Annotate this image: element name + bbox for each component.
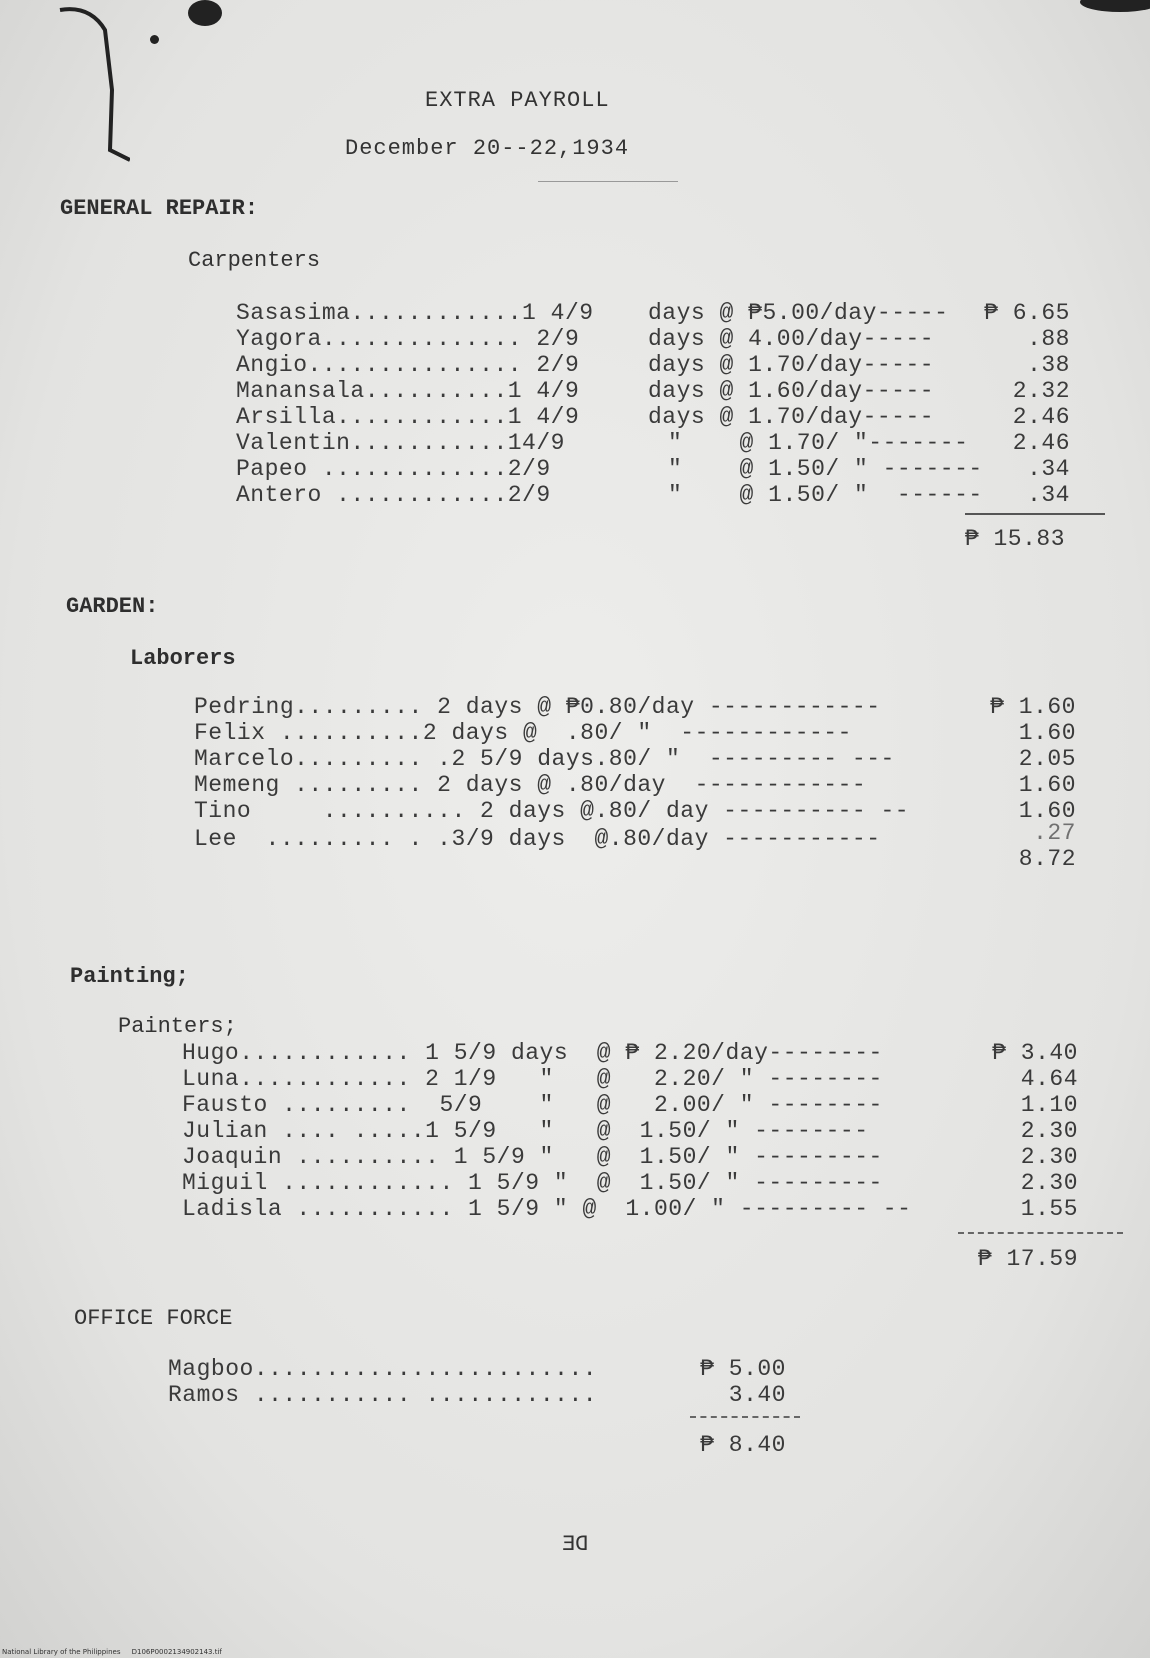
row-days: 1 4/9 xyxy=(507,378,580,404)
row-amount: ₱ 6.65 xyxy=(984,300,1070,326)
table-row xyxy=(236,456,551,482)
row-days: 14/9 xyxy=(507,430,565,456)
row-at: @ xyxy=(739,456,754,482)
table-row xyxy=(236,482,551,508)
row-dash: ----- xyxy=(862,352,935,378)
row-dash: ------- xyxy=(868,430,969,456)
table-row: Lee ......... . .3/9 days @.80/day ----------- xyxy=(194,826,881,852)
row-amount: ₱ 1.60 xyxy=(990,694,1076,720)
row-rate: 1.50/ " xyxy=(768,456,869,482)
bracket-mark xyxy=(50,0,130,170)
office-total-rule xyxy=(690,1416,800,1418)
table-row: Tino .......... 2 days @.80/ day ---------- -- xyxy=(194,798,910,824)
carpenters-total: ₱ 15.83 xyxy=(964,526,1065,552)
office-force-heading: OFFICE FORCE xyxy=(74,1306,233,1331)
table-row: Fausto ......... 5/9 " @ 2.00/ " -------- xyxy=(182,1092,883,1118)
row-amount: 2.30 xyxy=(1020,1170,1078,1196)
row-rate: 1.70/day xyxy=(748,352,863,378)
row-amount: .34 xyxy=(1027,456,1070,482)
row-rate: 1.70/ " xyxy=(768,430,869,456)
date-underline xyxy=(538,181,678,182)
document-title: EXTRA PAYROLL xyxy=(425,88,610,113)
row-amount: 3.40 xyxy=(728,1382,786,1408)
row-unit: " xyxy=(668,430,683,456)
row-amount: .27 xyxy=(1033,820,1076,846)
hole-punch-mark xyxy=(188,0,222,26)
row-amount: 2.46 xyxy=(1012,430,1070,456)
table-row xyxy=(236,300,594,326)
painters-total: ₱ 17.59 xyxy=(977,1246,1078,1272)
row-rate: 1.50/ " xyxy=(768,482,869,508)
row-rate: ₱5.00/day xyxy=(748,300,877,326)
table-row xyxy=(236,404,579,430)
row-dash: ----- xyxy=(862,378,935,404)
painting-heading: Painting; xyxy=(70,964,189,989)
row-days: 2/9 xyxy=(522,326,580,352)
table-row: Miguil ............ 1 5/9 " @ 1.50/ " --------- xyxy=(182,1170,883,1196)
table-row xyxy=(236,326,579,352)
table-row-rate xyxy=(648,300,948,326)
table-row-rate xyxy=(648,352,934,378)
row-amount: 2.46 xyxy=(1012,404,1070,430)
painters-subheading: Painters; xyxy=(118,1014,237,1039)
row-days: 2/9 xyxy=(507,482,551,508)
row-amount: 2.05 xyxy=(1018,746,1076,772)
row-days: 2/9 xyxy=(522,352,580,378)
row-at: @ xyxy=(719,300,734,326)
table-row: Hugo............ 1 5/9 days @ ₱ 2.20/day-------- xyxy=(182,1040,883,1066)
row-amount: 4.64 xyxy=(1020,1066,1078,1092)
row-dash: ----- xyxy=(862,326,935,352)
row-name: Manansala.......... xyxy=(236,378,508,404)
row-unit: days xyxy=(648,300,706,326)
table-row: Ramos ........... ............ xyxy=(168,1382,598,1408)
carpenters-total-rule xyxy=(965,513,1105,515)
table-row: Marcelo......... .2 5/9 days.80/ " --------- --- xyxy=(194,746,895,772)
row-unit: " xyxy=(668,482,683,508)
office-total: ₱ 8.40 xyxy=(700,1432,786,1458)
painters-total-rule xyxy=(958,1232,1123,1234)
row-days: 1 4/9 xyxy=(522,300,594,326)
table-row: Julian .... .....1 5/9 " @ 1.50/ " -------- xyxy=(182,1118,869,1144)
row-amount: 2.30 xyxy=(1020,1118,1078,1144)
laborers-subheading: Laborers xyxy=(130,646,236,671)
row-name: Papeo ............. xyxy=(236,456,508,482)
row-at: @ xyxy=(719,326,734,352)
row-at: @ xyxy=(739,482,754,508)
row-name: Yagora.............. xyxy=(236,326,523,352)
row-rate: 4.00/day xyxy=(748,326,863,352)
table-row: Memeng ......... 2 days @ .80/day ------------ xyxy=(194,772,867,798)
row-unit: days xyxy=(648,326,706,352)
row-amount: .38 xyxy=(1027,352,1070,378)
table-row-rate xyxy=(648,378,934,404)
table-row-rate xyxy=(648,326,934,352)
row-unit: days xyxy=(648,352,706,378)
row-name: Antero ............ xyxy=(236,482,508,508)
row-amount: 1.60 xyxy=(1018,798,1076,824)
row-at: @ xyxy=(719,378,734,404)
row-days: 1 4/9 xyxy=(507,404,580,430)
row-amount: .34 xyxy=(1027,482,1070,508)
carpenters-subheading: Carpenters xyxy=(188,248,321,273)
row-at: @ xyxy=(739,430,754,456)
table-row: Pedring......... 2 days @ ₱0.80/day ------------ xyxy=(194,694,881,720)
table-row xyxy=(236,352,579,378)
row-amount: ₱ 3.40 xyxy=(992,1040,1078,1066)
row-amount: 2.30 xyxy=(1020,1144,1078,1170)
row-name: Sasasima............ xyxy=(236,300,523,326)
archive-footer: National Library of the Philippines D106P0002134902143.tif xyxy=(2,1648,222,1656)
table-row: Joaquin .......... 1 5/9 " @ 1.50/ " --------- xyxy=(182,1144,883,1170)
table-row-rate xyxy=(668,456,983,482)
row-name: Arsilla............ xyxy=(236,404,508,430)
row-amount: 1.10 xyxy=(1020,1092,1078,1118)
row-amount: .88 xyxy=(1027,326,1070,352)
row-unit: days xyxy=(648,404,706,430)
corner-mark xyxy=(1080,0,1150,12)
table-row: Felix ..........2 days @ .80/ " ------------ xyxy=(194,720,852,746)
row-days: 2/9 xyxy=(507,456,551,482)
table-row-rate xyxy=(668,482,983,508)
row-amount: 1.60 xyxy=(1018,720,1076,746)
table-row xyxy=(236,430,565,456)
row-dash: ------- xyxy=(882,456,983,482)
garden-heading: GARDEN: xyxy=(66,594,159,619)
table-row-rate xyxy=(668,430,968,456)
row-amount: ₱ 5.00 xyxy=(700,1356,786,1382)
hole-punch-mark-2 xyxy=(150,35,159,44)
laborers-total: 8.72 xyxy=(1018,846,1076,872)
row-amount: 1.55 xyxy=(1020,1196,1078,1222)
row-rate: 1.70/day xyxy=(748,404,863,430)
row-name: Valentin........... xyxy=(236,430,508,456)
general-repair-heading: GENERAL REPAIR: xyxy=(60,196,259,221)
row-at: @ xyxy=(719,404,734,430)
row-unit: " xyxy=(668,456,683,482)
row-dash: ------ xyxy=(896,482,983,508)
table-row-rate xyxy=(648,404,934,430)
initials: DE xyxy=(562,1532,589,1557)
row-unit: days xyxy=(648,378,706,404)
table-row xyxy=(236,378,579,404)
row-name: Angio............... xyxy=(236,352,523,378)
row-dash: ----- xyxy=(862,404,935,430)
table-row: Magboo........................ xyxy=(168,1356,598,1382)
row-amount: 2.32 xyxy=(1012,378,1070,404)
row-dash: ----- xyxy=(876,300,949,326)
row-rate: 1.60/day xyxy=(748,378,863,404)
document-date: December 20--22,1934 xyxy=(345,136,630,161)
row-at: @ xyxy=(719,352,734,378)
table-row: Ladisla ........... 1 5/9 " @ 1.00/ " --------- -- xyxy=(182,1196,912,1222)
row-amount: 1.60 xyxy=(1018,772,1076,798)
table-row: Luna............ 2 1/9 " @ 2.20/ " -------- xyxy=(182,1066,883,1092)
